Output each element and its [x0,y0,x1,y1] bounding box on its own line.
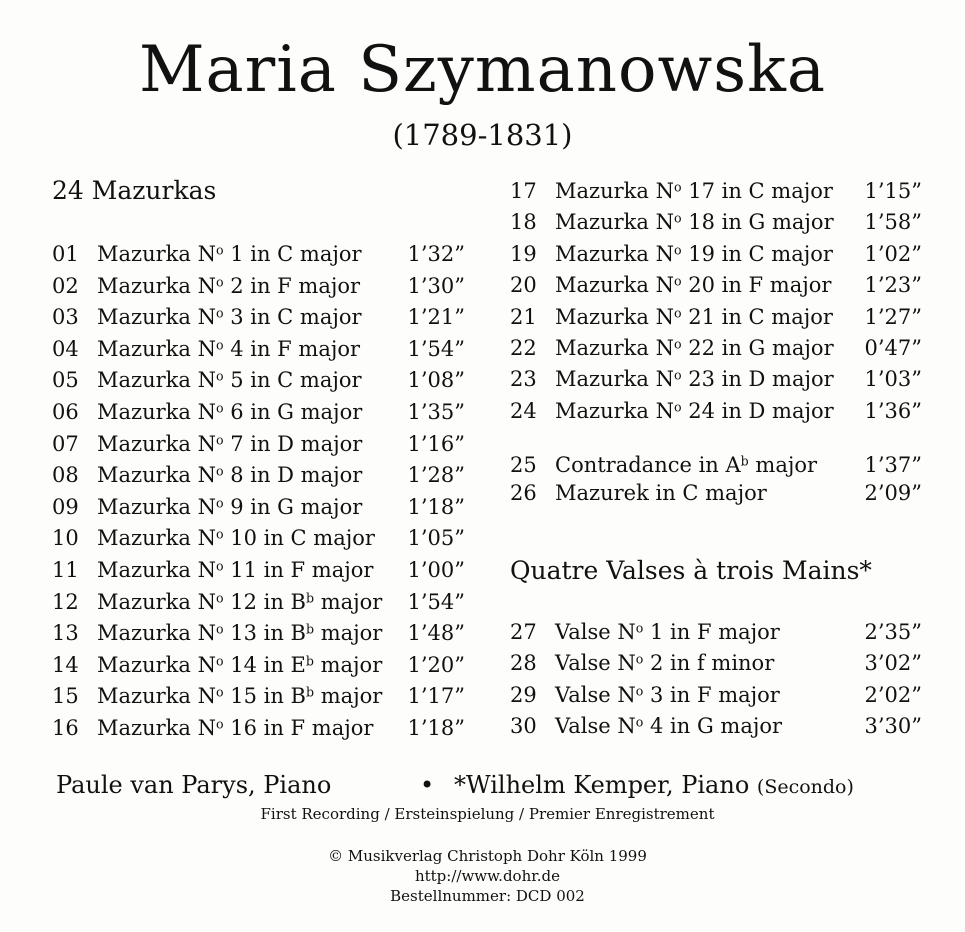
footer [0,846,965,906]
track-number: 04 [52,336,79,361]
track-number: 27 [510,620,537,644]
track-number: 16 [52,716,79,740]
track-duration: 1’30” [407,273,465,298]
recording-note: First Recording / Ersteinspielung / Premier Enregistrement [260,805,715,823]
track-duration: 1’21” [407,305,465,330]
track-row [510,239,922,269]
track-row [510,333,922,363]
track-row [52,492,465,522]
track-number: 01 [52,242,79,266]
copyright-text: © Musikverlag Christoph Dohr Köln 1999 [328,847,647,865]
track-title: Mazurka $N^o$ 22 in G major [555,336,834,360]
track-duration: 1’08” [407,368,465,393]
track-row [510,617,922,647]
track-duration: 1’36” [864,398,922,423]
track-row [52,523,465,553]
track-title: Mazurka $N^o$ 24 in D major [555,398,834,423]
track-duration: 0’47” [864,336,922,360]
track-number: 29 [510,682,537,707]
track-duration: 1’20” [407,652,465,677]
track-duration: 1’23” [864,273,922,298]
track-number: 11 [52,558,79,582]
track-duration: 3’02” [864,651,922,676]
track-title: Mazurka $N^o$ 6 in G major [97,400,363,424]
track-duration: 2’09” [864,481,922,505]
track-row [52,271,465,301]
track-number: 28 [510,651,537,676]
section-title-valses: Quatre Valses à trois Mains* [510,556,872,585]
track-duration: 1’00” [407,558,465,582]
track-duration: 1’58” [864,210,922,235]
track-duration: 1’17” [407,684,465,709]
performer-primary: Paule van Parys, Piano [56,771,332,799]
track-title: Valse $N^o$ 2 in f minor [555,651,775,676]
track-duration: 2’35” [864,620,922,644]
track-row [510,176,922,206]
track-row [510,648,922,678]
track-duration: 1’27” [864,304,922,329]
track-title: Mazurka $N^o$ 21 in C major [555,304,833,329]
track-number: 14 [52,652,79,677]
order-number: Bestellnummer: DCD 002 [390,887,585,905]
track-number: 24 [510,398,537,423]
track-row [52,713,465,743]
track-title: Mazurek in C major [555,481,767,505]
track-row [52,618,465,648]
track-number: 10 [52,526,79,551]
track-title: Mazurka $N^o$ 16 in F major [97,716,374,740]
track-title: Mazurka $N^o$ 1 in C major [97,242,362,266]
track-row [52,555,465,585]
track-row [52,239,465,269]
track-row [510,302,922,332]
track-number: 25 [510,453,537,477]
track-row [510,450,922,480]
track-duration: 1’18” [407,716,465,740]
track-row [510,478,922,508]
performer-secondary-role: (Secondo) [756,776,854,798]
track-title: Mazurka $N^o$ 9 in G major [97,494,363,519]
track-duration: 1’02” [864,241,922,266]
track-number: 30 [510,714,537,739]
track-duration: 1’54” [407,336,465,361]
track-row [52,302,465,332]
track-row [52,460,465,490]
separator-bullet: • [420,771,435,799]
track-title: Mazurka $N^o$ 8 in D major [97,463,363,488]
track-duration: 2’02” [864,682,922,707]
track-number: 03 [52,305,79,330]
track-number: 08 [52,463,79,488]
track-number: 12 [52,589,79,614]
track-number: 18 [510,210,537,235]
track-duration: 1’16” [407,431,465,456]
track-number: 22 [510,336,537,360]
track-row [52,650,465,680]
composer-title: Maria Szymanowska [138,33,827,107]
track-number: 15 [52,684,79,709]
track-title: Mazurka $N^o$ 3 in C major [97,305,362,330]
track-title: Mazurka $N^o$ 2 in F major [97,273,361,298]
track-title: Mazurka $N^o$ 11 in F major [97,558,374,582]
track-row [52,429,465,459]
composer-dates: (1789-1831) [392,118,573,152]
track-title: Mazurka $N^o$ 14 in $E^b$ major [97,652,383,677]
track-duration: 1’54” [407,589,465,614]
track-title: Mazurka $N^o$ 12 in $B^b$ major [97,589,383,614]
track-number: 02 [52,273,79,298]
track-title: Mazurka $N^o$ 5 in C major [97,368,362,393]
track-row [510,711,922,741]
track-number: 26 [510,481,537,505]
track-duration: 1’48” [407,621,465,646]
track-title: Mazurka $N^o$ 4 in F major [97,336,361,361]
track-duration: 1’15” [864,179,922,203]
track-number: 17 [510,179,537,203]
track-number: 20 [510,273,537,298]
track-title: Contradance in $A^b$ major [555,453,818,477]
website-url: http://www.dohr.de [414,867,561,885]
track-row [510,207,922,237]
track-title: Mazurka $N^o$ 18 in G major [555,210,834,235]
track-number: 21 [510,304,537,329]
track-title: Mazurka $N^o$ 7 in D major [97,431,363,456]
track-number: 09 [52,494,79,519]
track-number: 23 [510,367,537,392]
track-duration: 1’32” [407,242,465,266]
track-title: Valse $N^o$ 3 in F major [555,682,780,707]
track-duration: 1’03” [864,367,922,392]
performer-secondary [454,770,854,802]
credits [56,770,854,800]
track-duration: 1’28” [407,463,465,488]
track-row [510,270,922,300]
track-duration: 1’18” [407,494,465,519]
track-title: Mazurka $N^o$ 20 in F major [555,273,832,298]
track-number: 06 [52,400,79,424]
track-row [52,365,465,395]
track-title: Mazurka $N^o$ 13 in $B^b$ major [97,621,383,646]
track-title: Valse $N^o$ 1 in F major [555,620,780,644]
track-duration: 1’35” [407,400,465,424]
track-number: 07 [52,431,79,456]
track-title: Mazurka $N^o$ 19 in C major [555,241,833,266]
track-title: Mazurka $N^o$ 10 in C major [97,526,375,551]
track-number: 19 [510,241,537,266]
track-row [52,397,465,427]
track-title: Mazurka $N^o$ 23 in D major [555,367,834,392]
track-row [510,396,922,426]
track-duration: 1’37” [864,453,922,477]
track-row [52,681,465,711]
track-title: Mazurka $N^o$ 15 in $B^b$ major [97,684,383,709]
track-number: 13 [52,621,79,646]
track-title: Valse $N^o$ 4 in G major [555,714,783,739]
track-row [510,364,922,394]
track-row [52,334,465,364]
track-row [510,680,922,710]
track-row [52,587,465,617]
performer-secondary-name: *Wilhelm Kemper, Piano [454,771,750,799]
track-duration: 3’30” [864,714,922,739]
track-duration: 1’05” [407,526,465,551]
section-title-mazurkas: 24 Mazurkas [52,176,217,205]
track-number: 05 [52,368,79,393]
track-title: Mazurka $N^o$ 17 in C major [555,179,833,203]
